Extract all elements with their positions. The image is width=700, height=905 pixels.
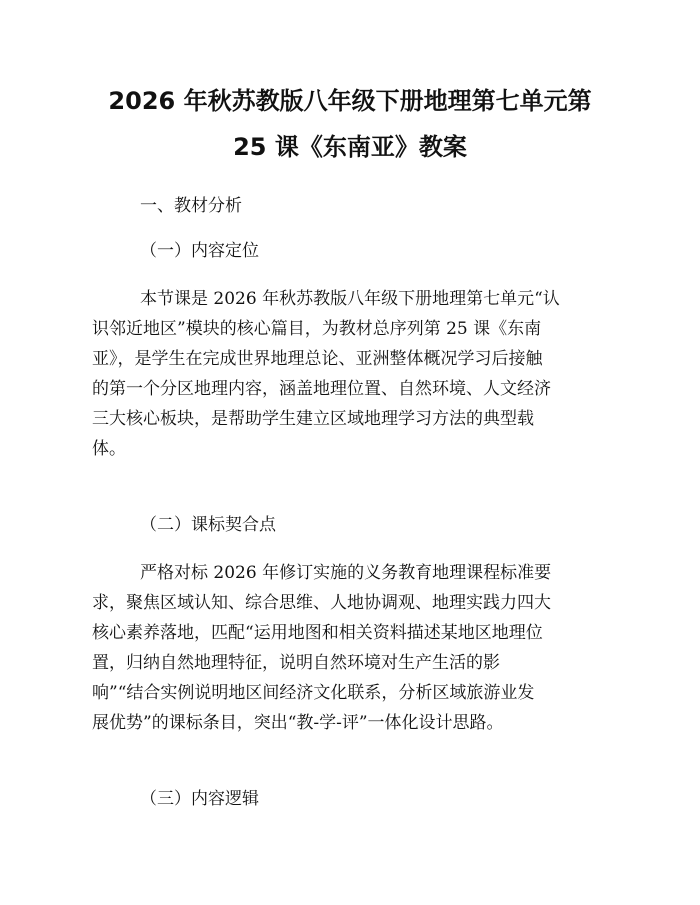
paragraph-line: 展优势”的课标条目，突出“教-学-评”一体化设计思路。 <box>92 713 504 733</box>
paragraph-line: 体。 <box>92 439 126 459</box>
paragraph-line: 识邻近地区”模块的核心篇目，为教材总序列第 25 课《东南 <box>92 319 542 339</box>
paragraph-line: 置，归纳自然地理特征，说明自然环境对生产生活的影 <box>92 653 500 673</box>
paragraph-line: 严格对标 2026 年修订实施的义务教育地理课程标准要 <box>140 563 552 583</box>
document-title-line-1: 2026 年秋苏教版八年级下册地理第七单元第 <box>108 87 592 115</box>
section-heading-textbook-analysis: 一、教材分析 <box>140 196 242 216</box>
paragraph-line: 本节课是 2026 年秋苏教版八年级下册地理第七单元“认 <box>140 289 560 309</box>
subsection-heading-content-positioning: （一）内容定位 <box>140 241 259 261</box>
paragraph-curriculum-alignment <box>92 561 608 741</box>
subsection-heading-content-logic: （三）内容逻辑 <box>140 789 259 809</box>
paragraph-line: 三大核心板块，是帮助学生建立区域地理学习方法的典型载 <box>92 409 534 429</box>
paragraph-line: 亚》，是学生在完成世界地理总论、亚洲整体概况学习后接触 <box>92 349 543 369</box>
paragraph-line: 的第一个分区地理内容，涵盖地理位置、自然环境、人文经济 <box>92 379 551 399</box>
paragraph-line: 核心素养落地，匹配“运用地图和相关资料描述某地区地理位 <box>92 623 543 643</box>
document-title-line-2: 25 课《东南亚》教案 <box>233 133 467 161</box>
subsection-heading-curriculum-alignment: （二）课标契合点 <box>140 515 276 535</box>
paragraph-content-positioning <box>92 287 608 467</box>
paragraph-line: 响”“结合实例说明地区间经济文化联系，分析区域旅游业发 <box>92 683 535 703</box>
paragraph-line: 求，聚焦区域认知、综合思维、人地协调观、地理实践力四大 <box>92 593 551 613</box>
